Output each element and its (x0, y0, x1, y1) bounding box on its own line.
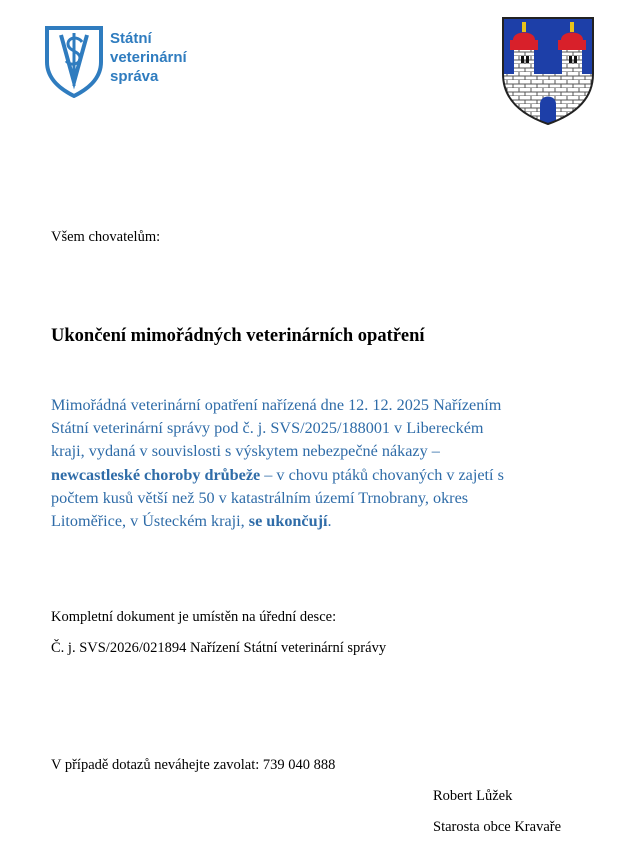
disease-name: newcastleské choroby drůbeže (51, 465, 261, 484)
notice-text: . (327, 512, 332, 531)
notice-line: Mimořádná veterinární opatření nařízená dne 12. 12. 2025 Nařízením (51, 396, 502, 414)
svs-shield-icon (44, 24, 104, 98)
svs-wordmark-line: veterinární (110, 49, 187, 66)
svs-wordmark-line: správa (110, 68, 159, 85)
termination-phrase: se ukončují (248, 512, 328, 531)
notice-line: počtem kusů větší než 50 v katastrálním území Trnobrany, okres (51, 488, 469, 507)
notice-line: kraji, vydaná v souvislosti s výskytem nebezpečné nákazy – (51, 442, 440, 461)
notice-paragraph (51, 394, 606, 533)
municipal-coat-of-arms-icon (501, 16, 595, 126)
contact-line: V případě dotazů neváhejte zavolat: 739 040 888 (51, 757, 336, 773)
document-reference: Č. j. SVS/2026/021894 Nařízení Státní veterinární správy (51, 640, 387, 656)
svs-wordmark (110, 29, 187, 86)
notice-line (51, 510, 606, 533)
svs-wordmark-line: Státní (110, 30, 152, 47)
page-title: Ukončení mimořádných veterinárních opatření (51, 326, 425, 346)
notice-text: – v chovu ptáků chovaných v zajetí s (260, 465, 504, 484)
svs-logo (44, 24, 206, 100)
notice-line: Státní veterinární správy pod č. j. SVS/2025/188001 v Libereckém (51, 419, 484, 438)
signer-name: Robert Lůžek (433, 788, 513, 804)
document-intro: Kompletní dokument je umístěn na úřední desce: (51, 609, 337, 625)
notice-line (51, 464, 606, 487)
signer-title: Starosta obce Kravaře (433, 819, 562, 835)
greeting: Všem chovatelům: (51, 229, 161, 245)
notice-text: Litoměřice, v Ústeckém kraji, (51, 512, 249, 531)
